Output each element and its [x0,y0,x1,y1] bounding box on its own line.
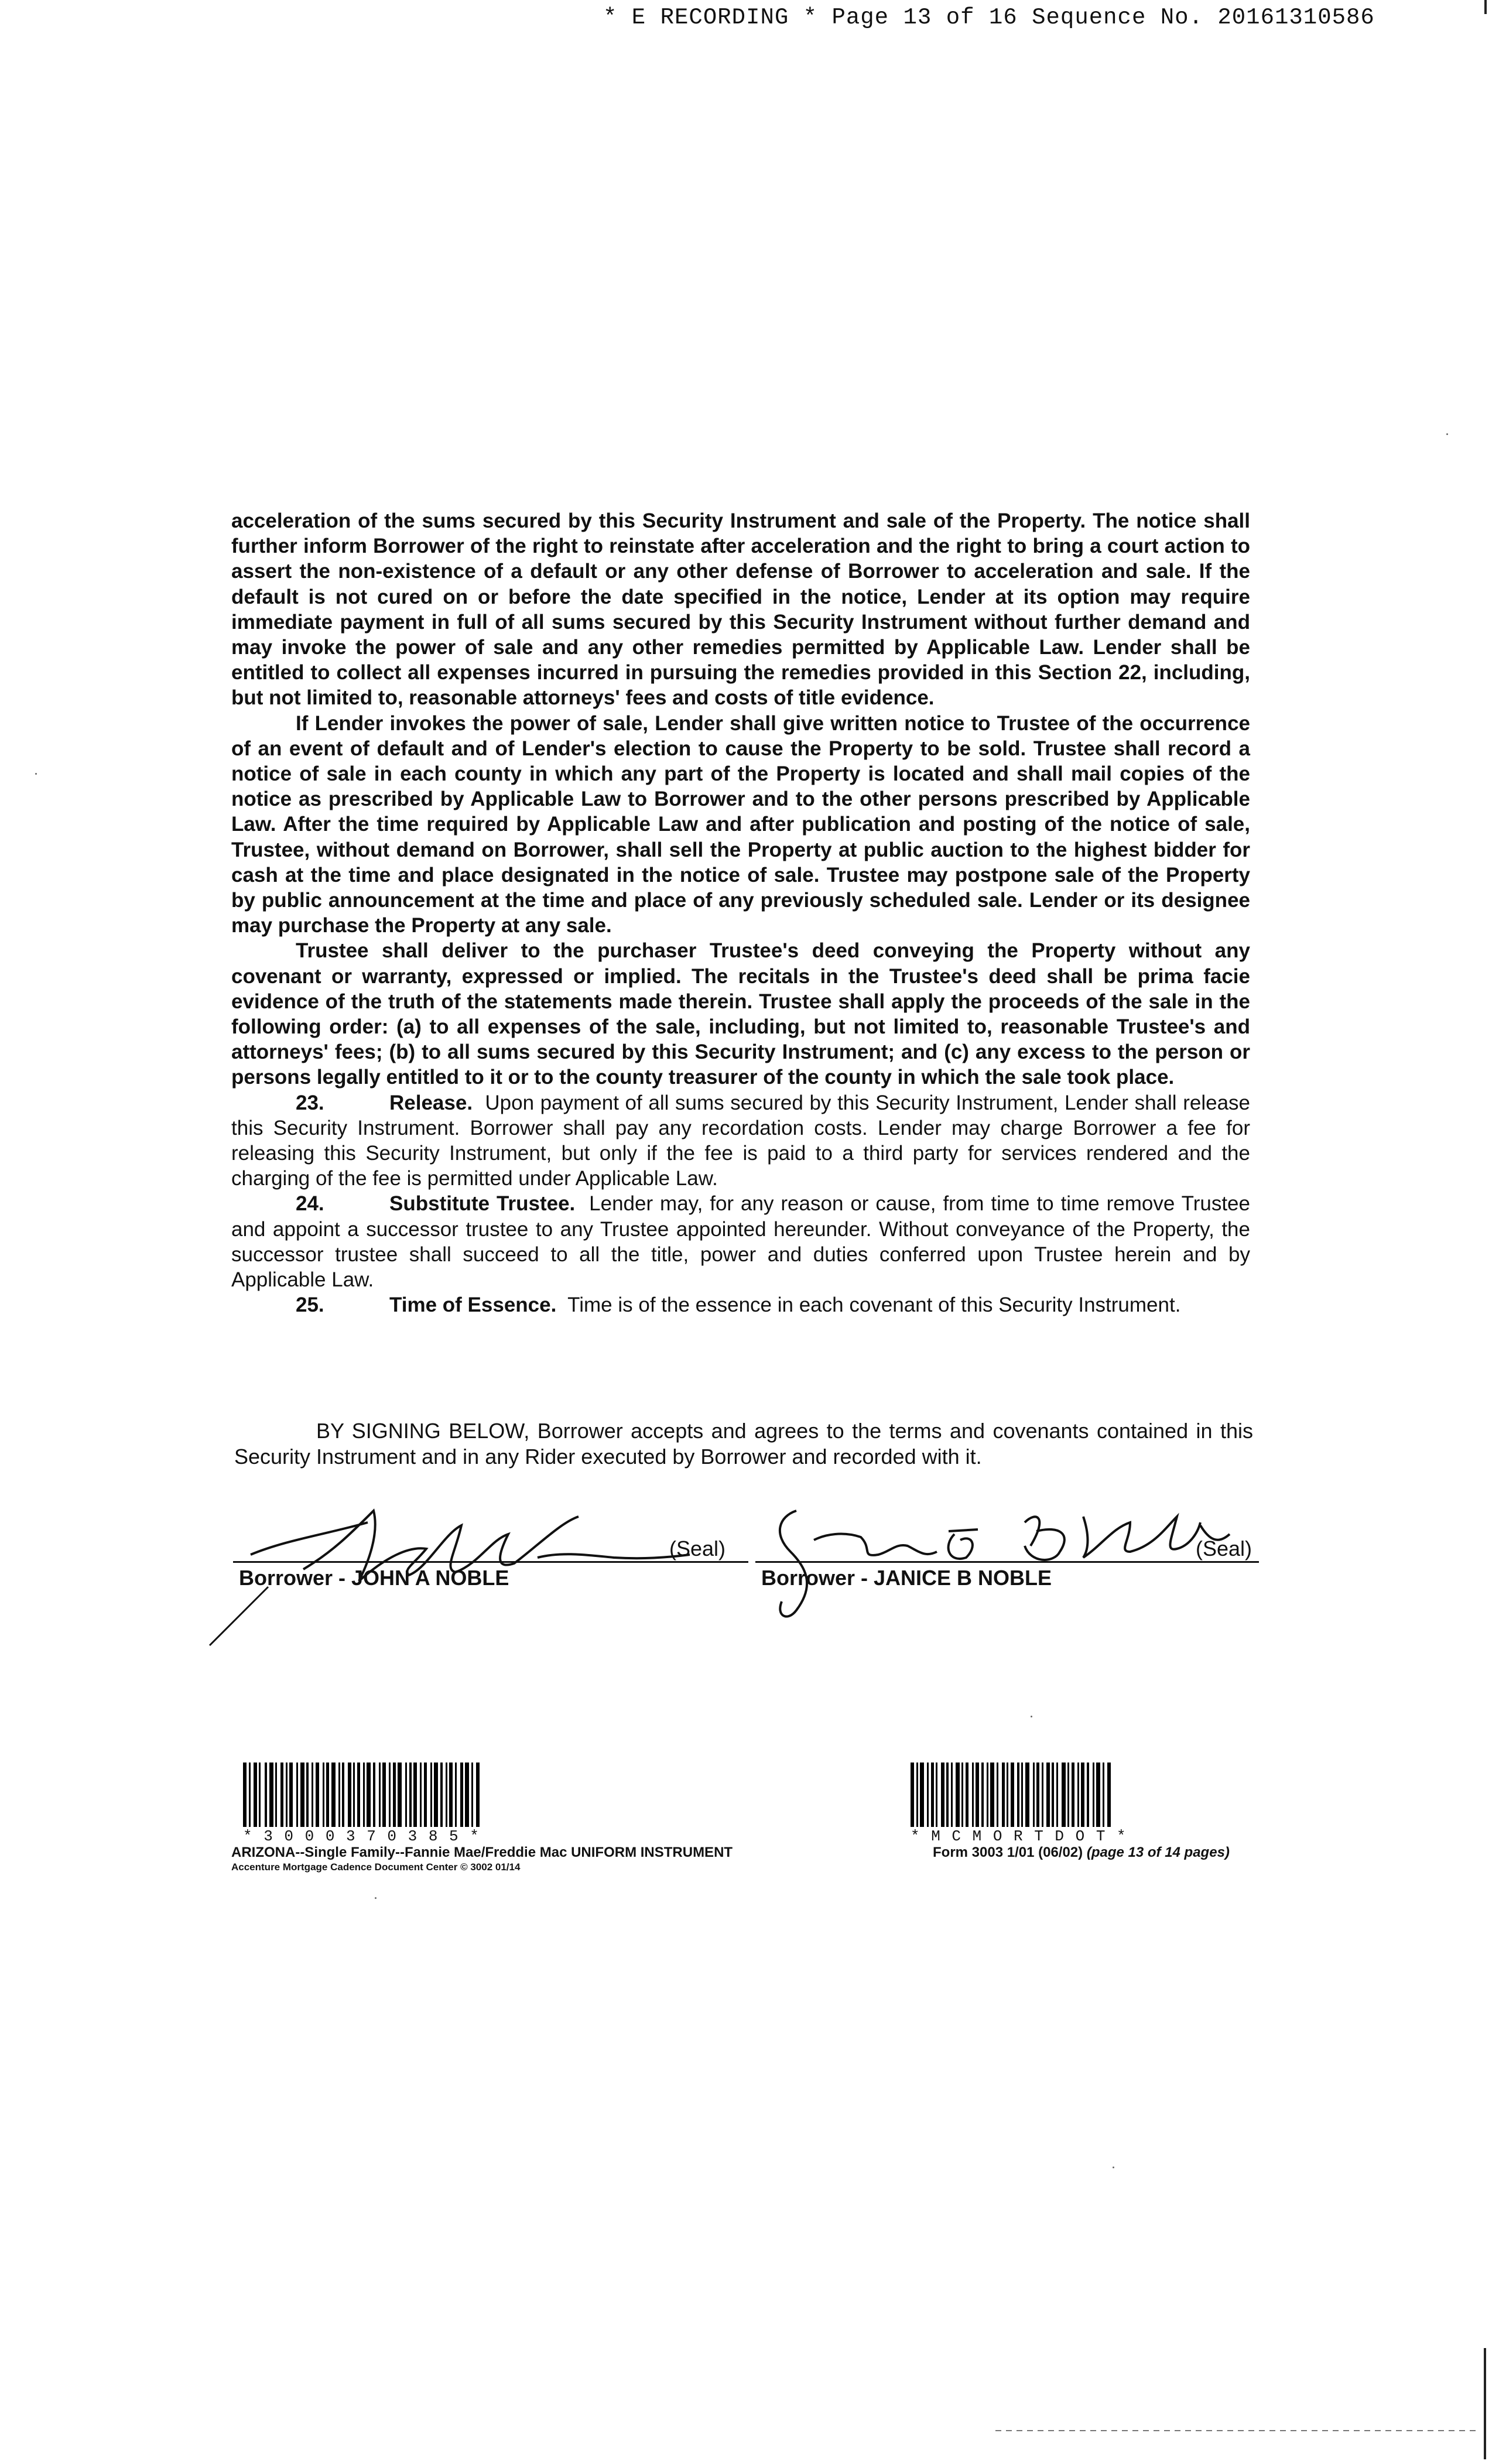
paragraph-trustee-deed: Trustee shall deliver to the purchaser Trustee's deed conveying the Property without any covenant or warranty, expressed or implied. The recitals in the Trustee's deed shall be prima facie evidence of the truth of the statements made therein. Trustee shall apply the proceeds of the sale in the following order: (a) to all expenses of the sale, including, but not limited to, reasonable Trustee's and attorneys' fees; (b) to all sums secured by this Security Instrument; and (c) any excess to the person or persons legally entitled to it or to the county treasurer of the county in which the sale took place. [231,939,1250,1089]
covenant-title: Substitute Trustee. [389,1192,576,1216]
covenant-title: Time of Essence. [389,1293,557,1317]
signature-line [755,1561,1259,1563]
barcode-digits: * 3 0 0 0 3 7 0 3 8 5 * [243,1828,480,1845]
barcode-digits: * M C M O R T D O T * [911,1828,1127,1845]
seal-label: (Seal) [1196,1536,1252,1560]
borrower-name-label: Borrower - JOHN A NOBLE [239,1566,509,1590]
signature-line [233,1561,748,1563]
form-number-line [933,1844,1274,1861]
scan-speck [375,1897,377,1899]
paragraph-acceleration: acceleration of the sums secured by this Security Instrument and sale of the Property. The notice shall further inform Borrower of the right to reinstate after acceleration and the right to bring a court action to assert the non-existence of a default or any other defense of Borrower to acceleration and sale. If the default is not cured on or before the date specified in the notice, Lender at its option may require immediate payment in full of all sums secured by this Security Instrument without further demand and may invoke the power of sale and any other remedies permitted by Applicable Law. Lender shall be entitled to collect all expenses incurred in pursuing the remedies provided in this Section 22, including, but not limited to, reasonable attorneys' fees and costs of title evidence. [231,509,1250,710]
barcode-loan-number [243,1763,612,1827]
recording-header: * E RECORDING * Page 13 of 16 Sequence No. 20161310586 [603,5,1375,30]
page-edge-rule [1484,2348,1486,2459]
scan-speck [35,773,37,775]
borrower-name-label: Borrower - JANICE B NOBLE [761,1566,1052,1590]
scan-speck [1031,1716,1032,1717]
signature-block-john [233,1499,748,1616]
barcode-form-id [911,1763,1238,1827]
scan-speck [1113,2167,1114,2168]
paragraph-power-of-sale: If Lender invokes the power of sale, Lender shall give written notice to Trustee of the occurrence of an event of default and of Lender's election to cause the Property to be sold. Trustee shall record a notice of sale in each county in which any part of the Property is located and shall mail copies of the notice as prescribed by Applicable Law to Borrower and to the other persons prescribed by Applicable Law. After the time required by Applicable Law and after publication and posting of the notice of sale, Trustee, without demand on Borrower, shall sell the Property at public auction to the highest bidder for cash at the time and place designated in the notice of sale. Trustee may postpone sale of the Property by public announcement at the time and place of any previously scheduled sale. Lender or its designee may purchase the Property at any sale. [231,711,1250,937]
covenant-title: Release. [389,1091,473,1114]
covenant-number: 24. [296,1192,324,1216]
edge-mark [1484,0,1487,14]
page-edge-dash [995,2430,1476,2431]
vendor-line: Accenture Mortgage Cadence Document Center © 3002 01/14 [231,1861,521,1873]
signature-block-janice [755,1499,1259,1616]
signing-statement-text: BY SIGNING BELOW, Borrower accepts and agrees to the terms and covenants contained in this Security Instrument and in any Rider executed by Borrower and recorded with it. [234,1419,1253,1469]
covenant-number: 23. [296,1091,324,1114]
signing-statement [234,1418,1253,1470]
covenant-number: 25. [296,1293,324,1317]
form-number: Form 3003 1/01 (06/02) [933,1844,1083,1860]
form-title: ARIZONA--Single Family--Fannie Mae/Freddie Mac UNIFORM INSTRUMENT [231,1844,733,1860]
footer-left [231,1763,782,1874]
covenant-23 [231,1090,1250,1192]
document-body [231,508,1250,1318]
seal-label: (Seal) [669,1536,726,1560]
covenant-24 [231,1191,1250,1292]
footer-right [911,1763,1274,1861]
covenant-text: Lender may, for any reason or cause, from time to time remove Trustee and appoint a successor trustee to any Trustee appointed hereunder. Without conveyance of the Property, the successor trustee shall succeed to all the title, power and duties conferred upon Trustee herein and by Applicable Law. [231,1192,1250,1292]
page-info: (page 13 of 14 pages) [1086,1844,1230,1860]
covenant-text: Upon payment of all sums secured by this Security Instrument, Lender shall release this Security Instrument. Borrower shall pay any recordation costs. Lender may charge Borrower a fee for releasing this Security Instrument, but only if the fee is paid to a third party for services rendered and the charging of the fee is permitted under Applicable Law. [231,1091,1251,1190]
covenant-text: Time is of the essence in each covenant of this Security Instrument. [567,1293,1181,1317]
covenant-25 [231,1292,1250,1317]
scan-speck [1446,433,1448,435]
